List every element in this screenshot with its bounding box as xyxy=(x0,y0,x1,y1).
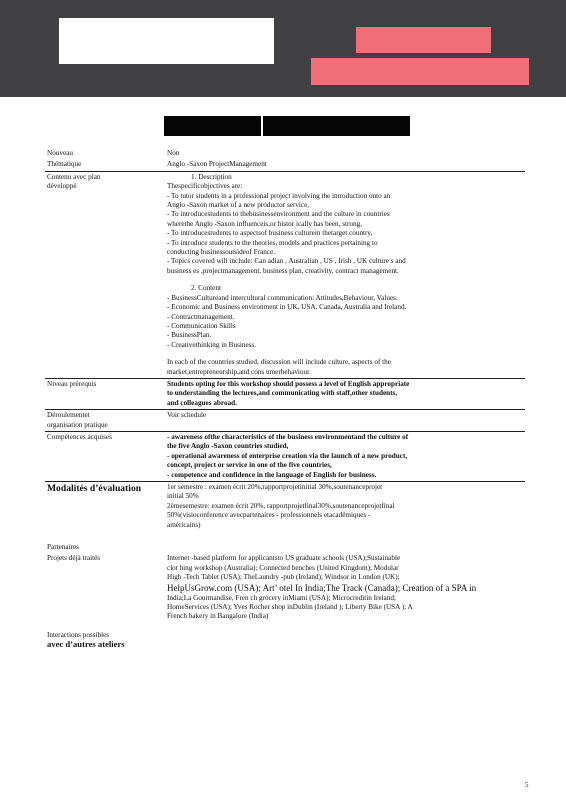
value-niveau xyxy=(165,378,525,409)
label-modalites: Modalités d’évaluation xyxy=(45,482,165,532)
text-line xyxy=(167,276,523,284)
row-nouveau xyxy=(45,148,525,159)
text-line: - Creativethinking in Business. xyxy=(167,340,257,349)
text-line: market,entrepreneurship,and cons umerbehaviour. xyxy=(167,367,311,376)
value-projets xyxy=(165,553,525,622)
value-thematique: Anglo -Saxon ProjectManagement xyxy=(167,160,267,169)
text-line: - Economic and Business environment in UK, USA, Canada, Australia and Ireland. xyxy=(167,303,407,312)
text-line: the five Anglo -Saxon countries studied, xyxy=(167,442,289,451)
text-line: wherethe Anglo -Saxon influenceis,or histor ically has been, strong, xyxy=(167,219,363,228)
text-line: French bakery in Bangalore (India) xyxy=(167,612,269,621)
row-deroulement xyxy=(45,410,525,432)
text-line: and colleagues abroad. xyxy=(167,398,237,407)
text-line: HelpUsGrow.com (USA); Art’ otel In India;The Track (Canada); Creation of a SPA in xyxy=(167,582,477,593)
value-modalites xyxy=(165,482,525,532)
course-form-table xyxy=(45,148,525,651)
text-line: - To introduce students to the theories, models and practices pertaining to xyxy=(167,238,378,247)
text-line: Thespecificobjectives are: xyxy=(167,182,243,191)
text-line: 2èmesemestre: examen écrit 20%, rapportprojetfinal30%,soutenanceprojetfinal xyxy=(167,501,395,510)
text-line: clot hing workshop (Australia); Connected benches (United Kingdom); Modular xyxy=(167,563,399,572)
value-deroulement: Voir schedule xyxy=(165,410,525,432)
text-line: HomeServices (USA); Yves Rocher shop inDublin (Ireland ); Liberty Bike (USA ); A xyxy=(167,603,413,612)
value-contenu xyxy=(165,171,525,378)
label-partenaires: Partenaires xyxy=(47,543,79,552)
text-line: Internet -based platform for applicantsto US graduate schools (USA);Sustainable xyxy=(167,554,401,563)
text-line: - Contractmanagement. xyxy=(167,312,235,321)
label-nouveau: Nouveau xyxy=(47,149,73,157)
text-line: - Topics covered will include: Can adian , Australian , US , Irish , UK culture s and xyxy=(167,257,406,266)
row-competences xyxy=(45,431,525,481)
text-line: - awareness ofthe characteristics of the business environmentand the culture of xyxy=(167,432,409,441)
text-line: India;La Gourmandise, Fren ch grocery inMiami (USA); Microcreditin Ireland; xyxy=(167,593,396,602)
text-line: initial 50% xyxy=(167,492,199,501)
header-tag-1 xyxy=(356,27,491,53)
text-line: Students opting for this workshop should possess a level of English appropriate xyxy=(167,379,410,388)
text-line: High -Tech Tablet (USA); TheLaundry -pub (Ireland); Windsor in London (UK); xyxy=(167,573,400,582)
text-line: - To tutor students in a professional project involving the introduction onto an xyxy=(167,191,391,200)
text-line: to understanding the lectures,and communicating with staff,other students, xyxy=(167,389,398,398)
row-interactions xyxy=(45,623,525,651)
text-line: - operational awareness of enterprise creation via the launch of a new product, xyxy=(167,451,408,460)
text-line: 2. Content xyxy=(191,284,221,293)
text-line: - competence and confidence in the language of English for business. xyxy=(167,470,377,479)
row-niveau xyxy=(45,378,525,409)
row-projets xyxy=(45,553,525,622)
label-projets: Projets déjà traités xyxy=(47,554,101,563)
text-line: américains) xyxy=(167,520,201,529)
label-thematique: Thématique xyxy=(47,160,82,169)
value-interactions xyxy=(165,623,525,651)
label-interactions: Interactions possibles avec d’autres ateliers xyxy=(47,630,125,650)
text-line: conducting businessoutsideof France. xyxy=(167,248,275,257)
text-line: 50%(visioconference avecpartenaires - professionnels etacadémiques - xyxy=(167,511,371,520)
text-line: 1. Description xyxy=(191,172,232,181)
title-bar-left xyxy=(164,116,261,136)
label-deroulement: Déroulementet organisation pratique xyxy=(45,410,165,432)
row-partenaires xyxy=(45,531,525,553)
label-contenu: Contenu avec plan développé xyxy=(45,171,165,378)
value-competences xyxy=(165,431,525,481)
header-tag-2 xyxy=(311,58,529,85)
row-contenu xyxy=(45,171,525,378)
label-niveau: Niveau prérequis xyxy=(45,378,165,409)
text-line: - BusinessCultureand intercultural communication: Attitudes,Behaviour, Values. xyxy=(167,293,398,302)
logo-placeholder xyxy=(59,18,274,64)
text-line: - To introducestudents to aspectsof business culturein thetarget country, xyxy=(167,229,373,238)
value-nouveau: Non xyxy=(167,149,180,157)
text-line: - Communication Skills xyxy=(167,321,236,330)
title-bar-right xyxy=(263,116,410,136)
text-line: - BusinessPlan. xyxy=(167,331,212,340)
label-competences: Compétences acquises xyxy=(45,431,165,481)
row-thematique xyxy=(45,159,525,171)
text-line: business es ,projectmanagement, business plan, creativity, contract management. xyxy=(167,266,399,275)
page-number: 5 xyxy=(525,781,529,789)
text-line: In each of the countries studied, discussion will include culture, aspects of the xyxy=(167,358,391,367)
text-line: Anglo -Saxon market of a new productor service, xyxy=(167,201,310,210)
text-line: concept, project or service in one of the five countries, xyxy=(167,461,332,470)
row-modalites xyxy=(45,482,525,532)
text-line xyxy=(167,350,523,358)
text-line: 1er semestre : examen écrit 20%,rapportprojetinitial 30%,soutenanceprojet xyxy=(167,483,383,491)
text-line: - To introducestudents to thebusinessenvironment and the culture in countries xyxy=(167,210,390,219)
value-partenaires xyxy=(165,531,525,553)
